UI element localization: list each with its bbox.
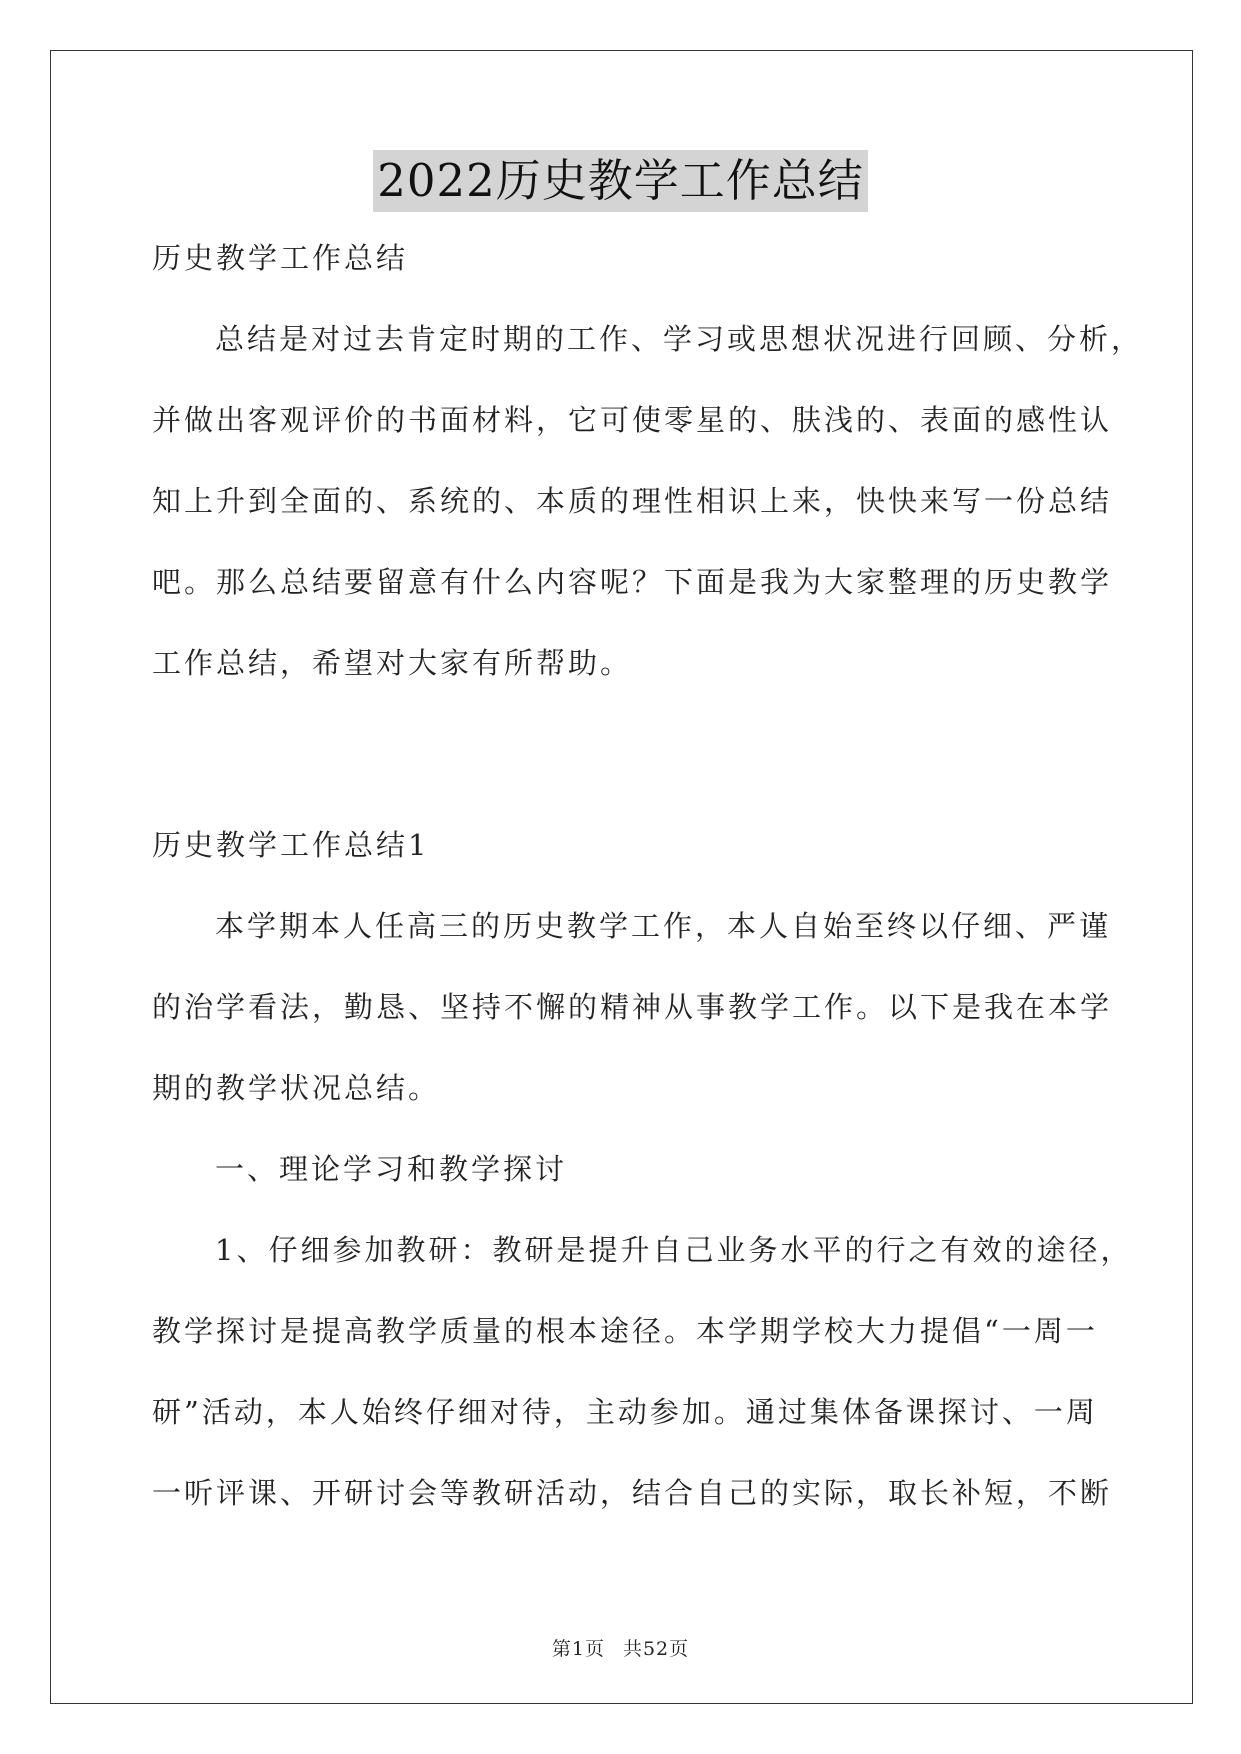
paragraph-line: 知上升到全面的、系统的、本质的理性相识上来，快快来写一份总结 bbox=[152, 484, 1113, 518]
paragraph-line: 工作总结，希望对大家有所帮助。 bbox=[152, 646, 633, 680]
section-heading: 历史教学工作总结 bbox=[152, 241, 409, 275]
page-number: 第1页 bbox=[551, 1638, 605, 1660]
paragraph-line: 一听评课、开研讨会等教研活动，结合自己的实际，取长补短，不断 bbox=[152, 1476, 1113, 1510]
document-body bbox=[152, 240, 1144, 1556]
title-area bbox=[0, 150, 1241, 212]
section-heading: 历史教学工作总结1 bbox=[152, 828, 430, 862]
paragraph-line: 教学探讨是提高教学质量的根本途径。本学期学校大力提倡“一周一 bbox=[152, 1314, 1098, 1348]
document-title: 2022历史教学工作总结 bbox=[373, 150, 868, 212]
paragraph-line: 吧。那么总结要留意有什么内容呢？下面是我为大家整理的历史教学 bbox=[152, 565, 1113, 599]
page-total: 共52页 bbox=[622, 1638, 690, 1660]
paragraph-line: 本学期本人任高三的历史教学工作，本人自始至终以仔细、严谨 bbox=[215, 909, 1112, 943]
paragraph-line: 的治学看法，勤恳、坚持不懈的精神从事教学工作。以下是我在本学 bbox=[152, 990, 1113, 1024]
page-footer bbox=[0, 1634, 1241, 1661]
subsection-heading: 一、理论学习和教学探讨 bbox=[215, 1152, 568, 1186]
paragraph-line: 期的教学状况总结。 bbox=[152, 1071, 441, 1105]
paragraph-line: 总结是对过去肯定时期的工作、学习或思想状况进行回顾、分析， bbox=[215, 322, 1144, 356]
paragraph-line: 研”活动，本人始终仔细对待，主动参加。通过集体备课探讨、一周 bbox=[152, 1395, 1098, 1429]
paragraph-gap bbox=[152, 726, 1092, 827]
paragraph-line: 并做出客观评价的书面材料，它可使零星的、肤浅的、表面的感性认 bbox=[152, 403, 1113, 437]
paragraph-line: 1、仔细参加教研：教研是提升自己业务水平的行之有效的途径， bbox=[215, 1233, 1133, 1267]
